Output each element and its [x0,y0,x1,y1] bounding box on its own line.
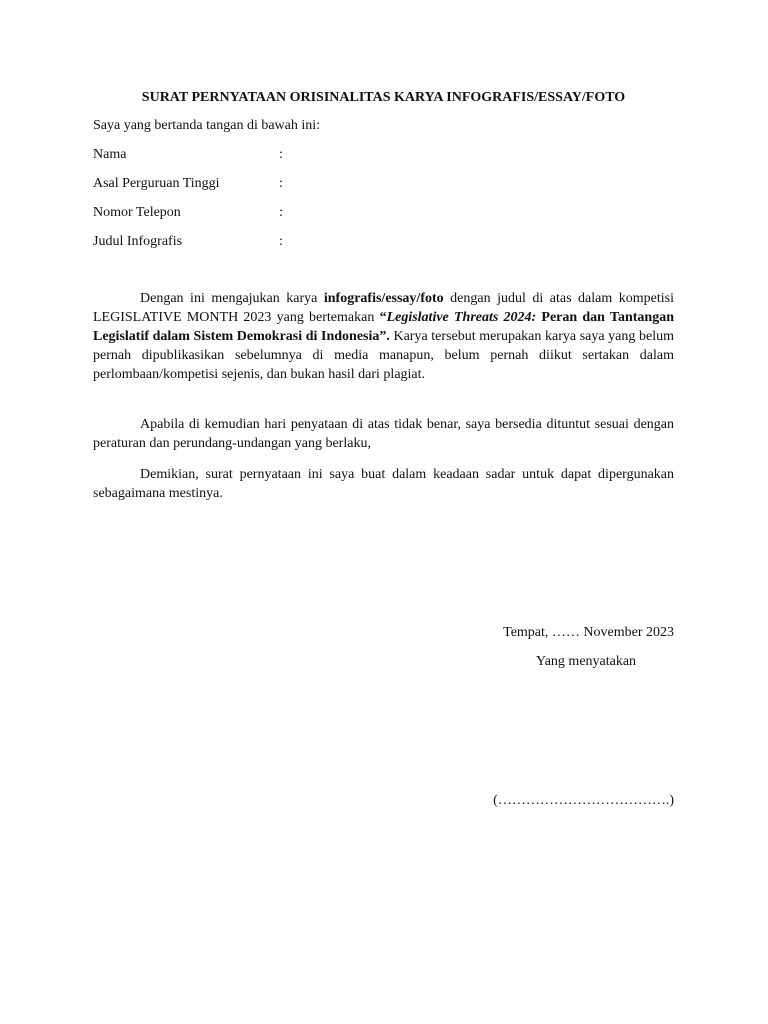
quote-open: “ [379,310,387,325]
intro-text: Saya yang bertanda tangan di bawah ini: [93,118,321,133]
field-separator: : [279,234,283,249]
paragraph-text: Apabila di kemudian hari penyataan di atas tidak benar, saya bersedia dituntut sesuai dengan peraturan dan perundang-undangan yang berlaku, [93,417,674,451]
theme-title-bold: Peran dan Tantangan Legislatif dalam Sistem Demokrasi di Indonesia [93,310,674,344]
field-nama [93,145,283,164]
paragraph-submission [93,289,674,384]
signature-line: (……………………………….) [493,793,674,808]
field-label: Nomor Telepon [93,205,181,220]
work-type-emphasis: infografis/essay/foto [323,291,444,306]
paragraph-text: Dengan ini mengajukan karya [140,291,324,306]
field-judul-infografis [93,232,283,251]
signer-label: Yang menyatakan [536,654,637,669]
field-label: Judul Infografis [93,234,183,249]
paragraph-closing [93,465,674,503]
place-date: Tempat, …… November 2023 [503,625,674,640]
field-nomor-telepon [93,203,283,222]
field-asal-perguruan-tinggi [93,174,283,193]
theme-title-italic: Legislative Threats 2024: [386,310,537,325]
paragraph-text: Karya tersebut merupakan karya saya yang belum pernah dipublikasikan sebelumnya di media manapun, belum pernah diikut sertakan dalam perlombaan/kompetisi sejenis, dan bukan hasil dari plagiat. [93,329,674,382]
field-label: Nama [93,147,127,162]
paragraph-liability [93,415,674,453]
quote-close: ”. [379,329,390,344]
paragraph-text: Demikian, surat pernyataan ini saya buat dalam keadaan sadar untuk dapat dipergunakan sebagaimana mestinya. [93,467,674,501]
field-separator: : [279,205,283,220]
field-separator: : [279,176,283,191]
document-title: SURAT PERNYATAAN ORISINALITAS KARYA INFOGRAFIS/ESSAY/FOTO [141,90,626,105]
field-separator: : [279,147,283,162]
field-label: Asal Perguruan Tinggi [93,176,220,191]
paragraph-text: dengan judul di atas dalam kompetisi LEGISLATIVE MONTH 2023 yang bertemakan [93,291,674,325]
